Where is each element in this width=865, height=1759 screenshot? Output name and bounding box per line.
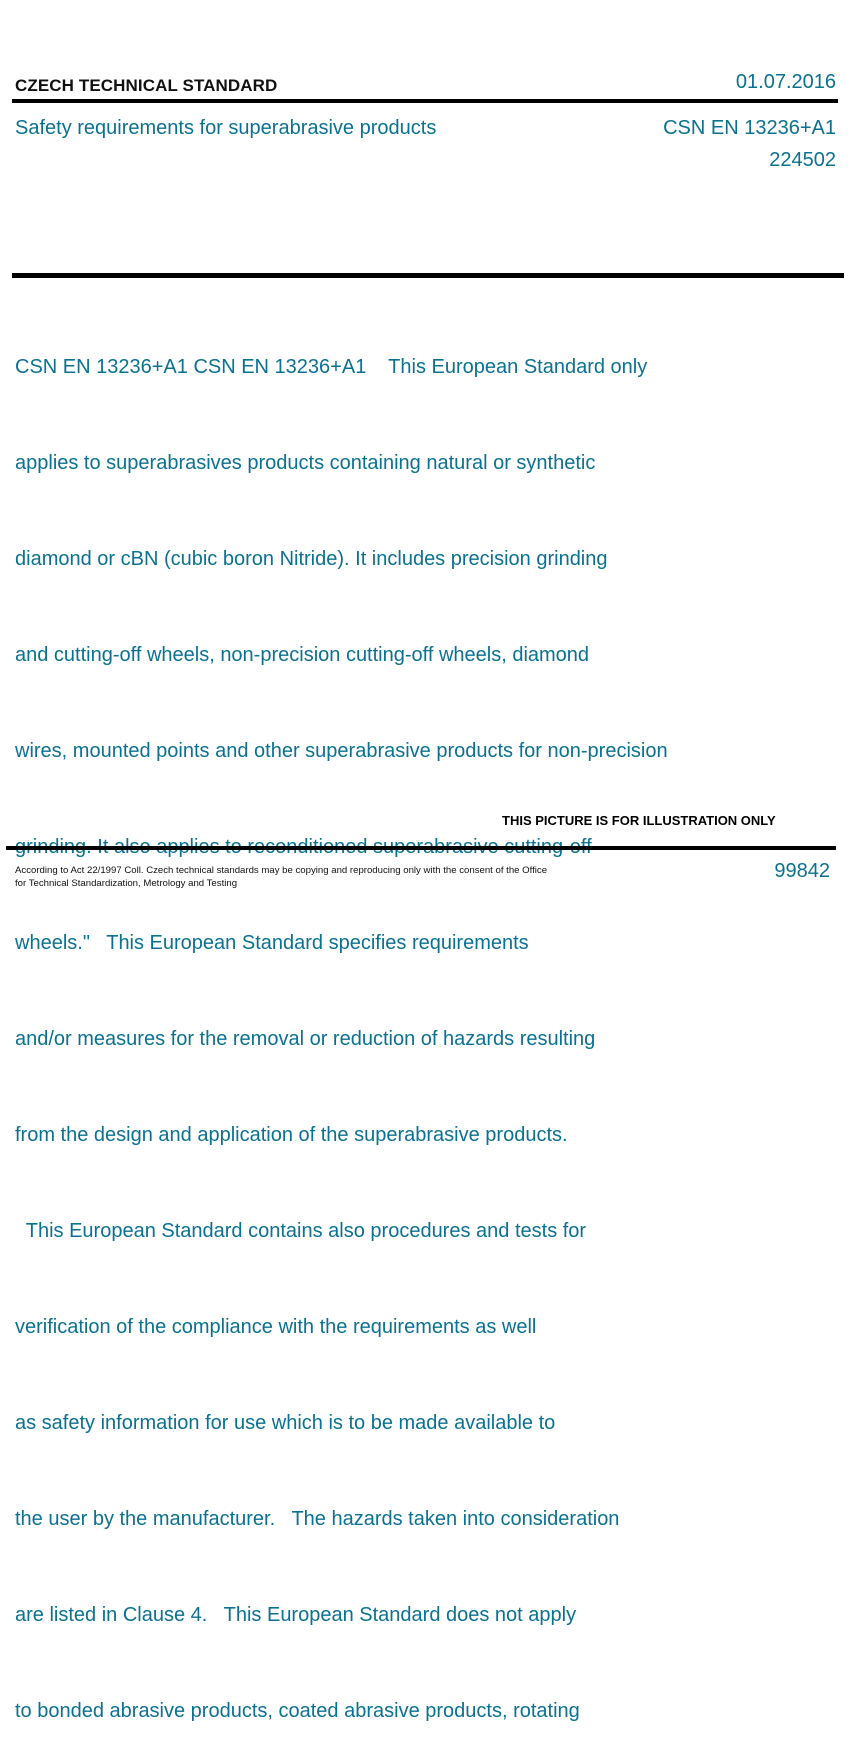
standard-code: CSN EN 13236+A1 (663, 117, 836, 139)
header-divider (12, 99, 838, 103)
abstract-line: This European Standard contains also procedures and tests for (15, 1220, 587, 1242)
document-type-heading: CZECH TECHNICAL STANDARD (15, 76, 278, 95)
abstract-line: to bonded abrasive products, coated abrasive products, rotating (15, 1700, 580, 1722)
abstract-line: the user by the manufacturer. The hazards taken into consideration (15, 1508, 620, 1530)
standard-subject: Safety requirements for superabrasive products (15, 117, 437, 139)
abstract-line: diamond or cBN (cubic boron Nitride). It includes precision grinding (15, 548, 608, 570)
abstract-line: are listed in Clause 4. This European Standard does not apply (15, 1604, 577, 1626)
copyright-line: According to Act 22/1997 Coll. Czech technical standards may be copying and reproducing only with the consent of the Office (15, 865, 548, 876)
document-number: 99842 (774, 860, 830, 882)
abstract-line: from the design and application of the superabrasive products. (15, 1124, 568, 1146)
illustration-disclaimer: THIS PICTURE IS FOR ILLUSTRATION ONLY (502, 813, 776, 828)
abstract-line: and/or measures for the removal or reduction of hazards resulting (15, 1028, 596, 1050)
abstract-line: and cutting-off wheels, non-precision cutting-off wheels, diamond (15, 644, 590, 666)
abstract-line: applies to superabrasives products containing natural or synthetic (15, 452, 596, 474)
abstract-line: as safety information for use which is to be made available to (15, 1412, 556, 1434)
abstract-line: wires, mounted points and other superabrasive products for non-precision (15, 740, 668, 762)
publication-date: 01.07.2016 (735, 71, 836, 93)
classification-code: 224502 (769, 149, 836, 171)
copyright-notice (15, 864, 547, 890)
footer-divider (6, 846, 836, 850)
abstract-line: CSN EN 13236+A1 CSN EN 13236+A1 This European Standard only (15, 356, 648, 378)
abstract-line: verification of the compliance with the requirements as well (15, 1316, 537, 1338)
copyright-line: for Technical Standardization, Metrology and Testing (15, 878, 238, 889)
title-divider (12, 273, 844, 278)
abstract-line: wheels." This European Standard specifies requirements (15, 932, 529, 954)
standard-abstract (15, 287, 775, 1759)
